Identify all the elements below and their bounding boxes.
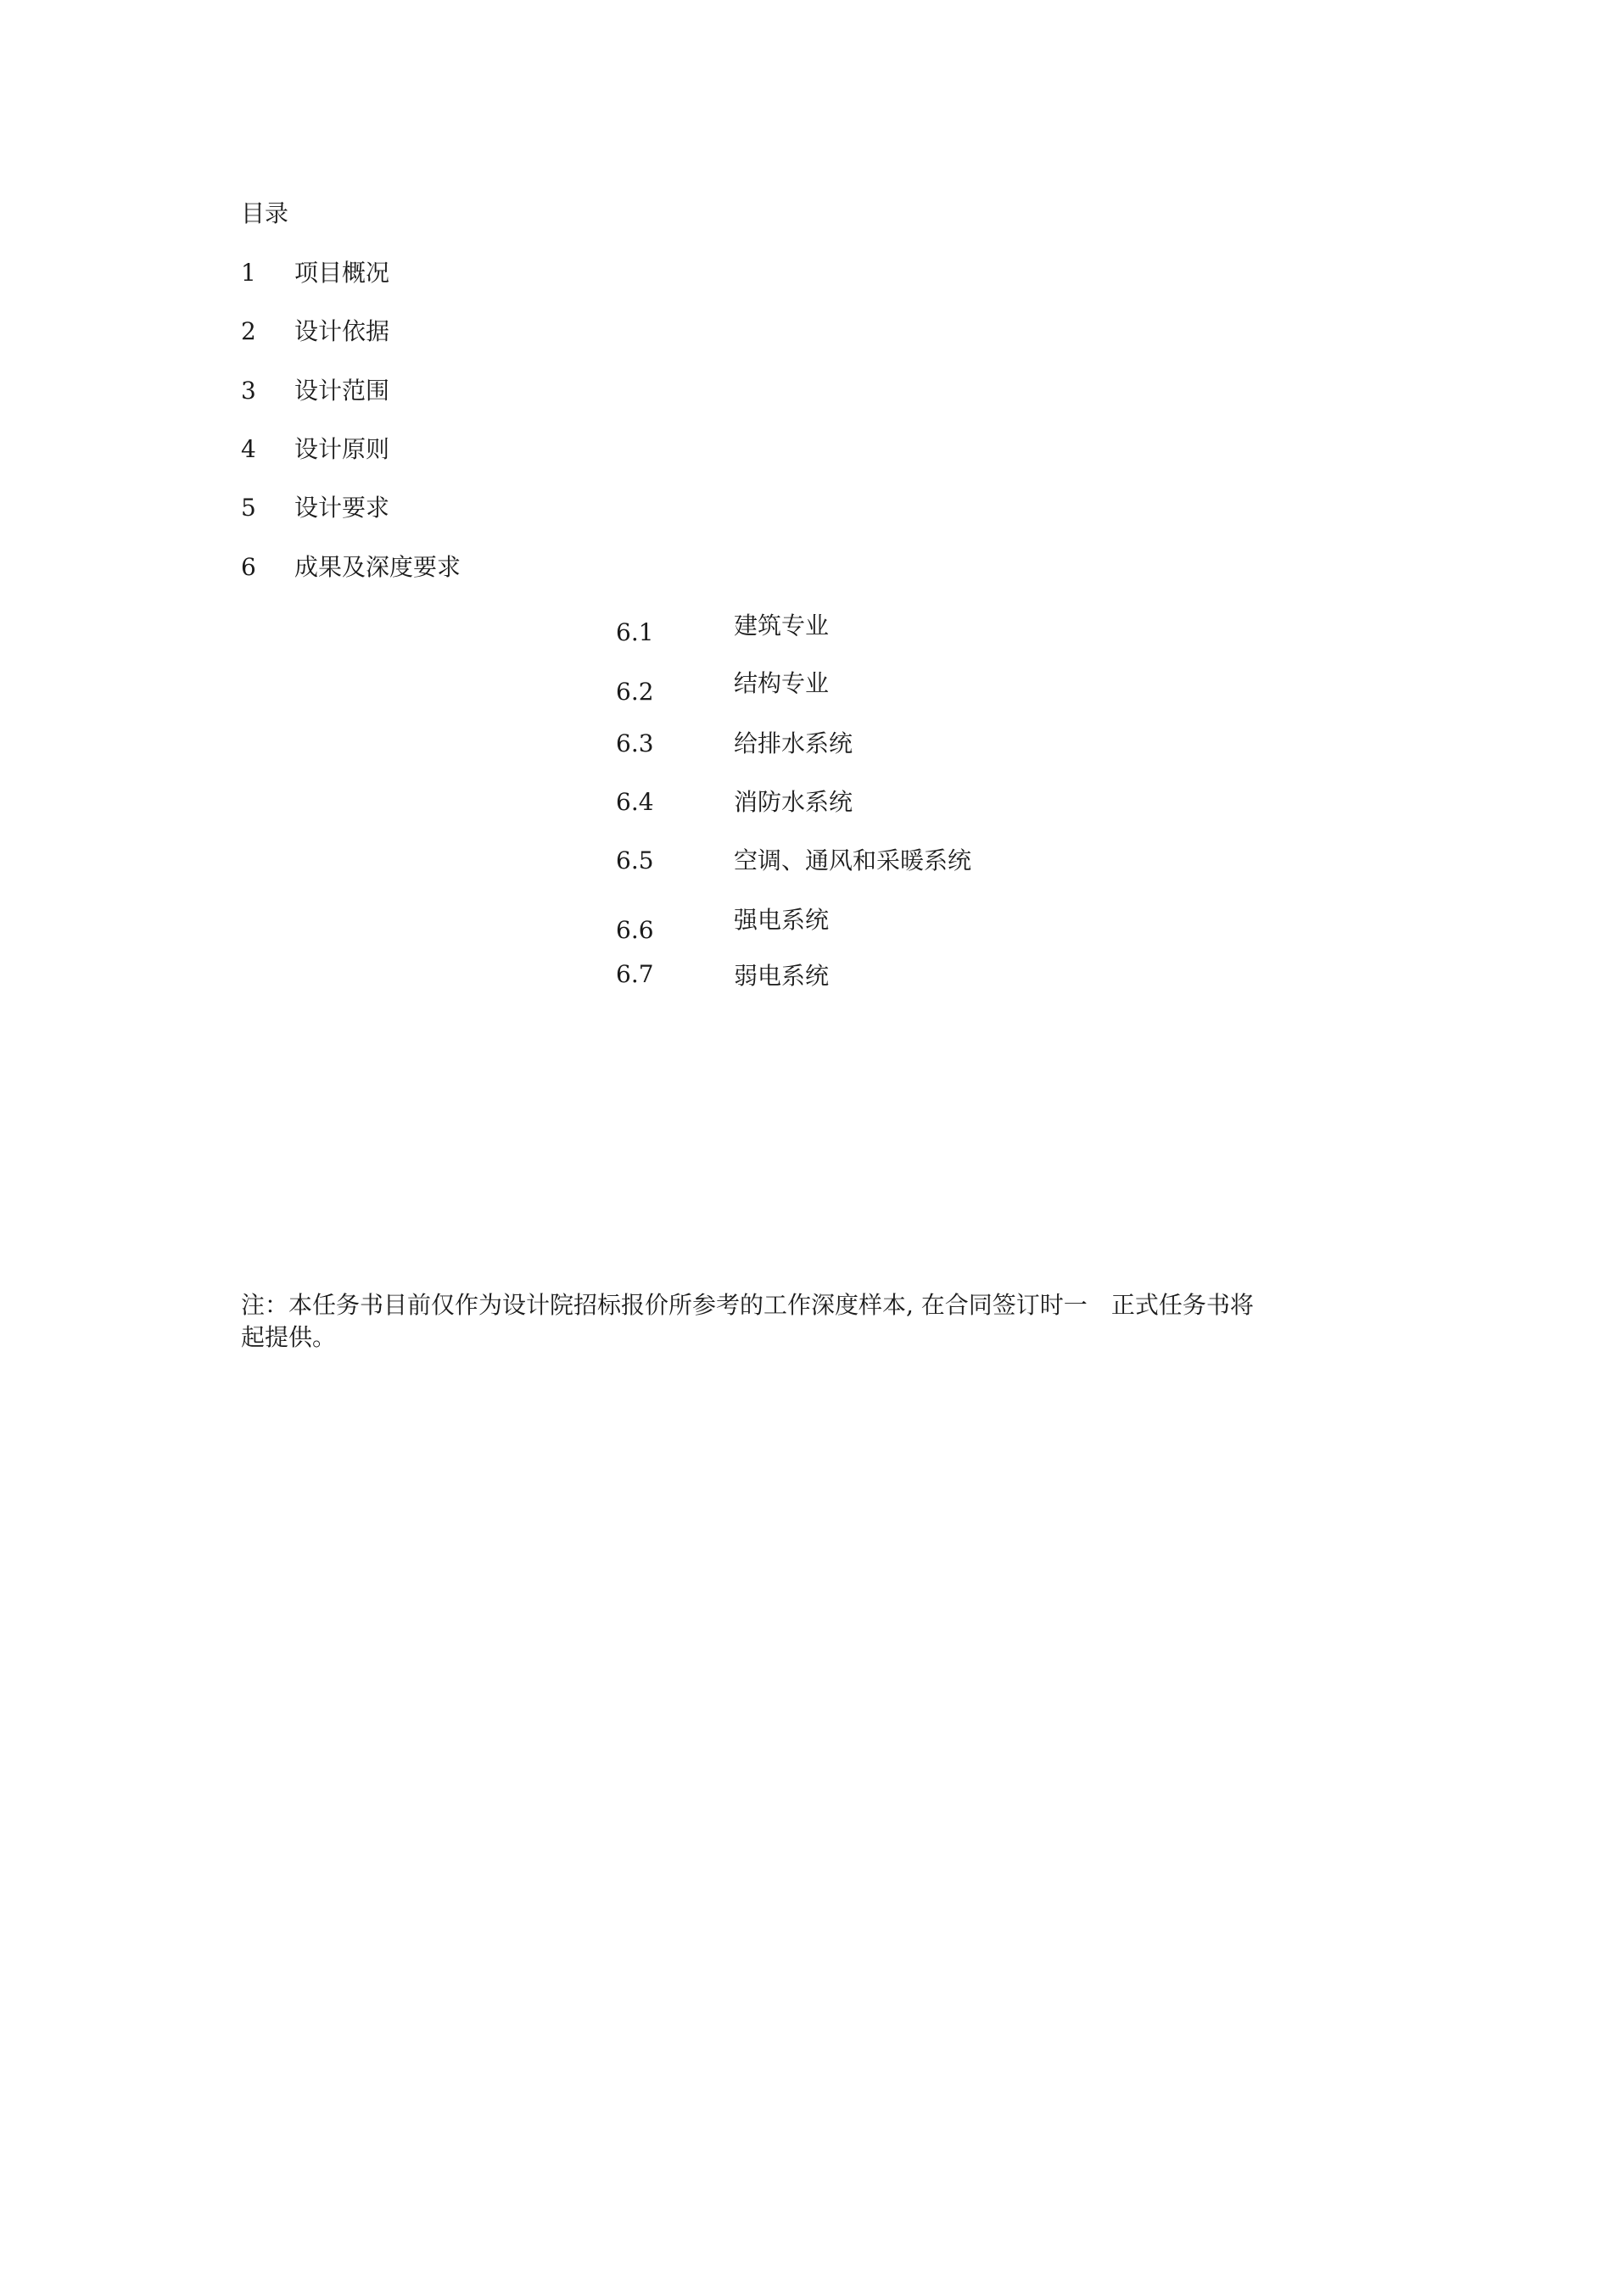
toc-subitem-label: 结构专业 — [734, 669, 830, 697]
footnote-text-a: 注：本任务书目前仅作为设计院招标报价所参考的工作深度样本, 在合同签订时一 — [241, 1291, 1088, 1319]
toc-item-number: 2 — [241, 317, 256, 345]
toc-subitem-number: 6.5 — [616, 846, 654, 874]
toc-item-number: 5 — [241, 494, 256, 522]
toc-subitem-label: 空调、通风和采暖系统 — [734, 846, 972, 874]
toc-subitem-number: 6.6 — [616, 916, 654, 944]
toc-subitem-number: 6.1 — [616, 618, 654, 646]
footnote-text-b: 正式任务书将 — [1110, 1291, 1254, 1319]
toc-subitem-label: 强电系统 — [734, 906, 830, 934]
footnote-line-2: 起提供。 — [241, 1323, 337, 1351]
footnote — [241, 1289, 1369, 1354]
toc-item-label: 设计范围 — [294, 377, 390, 405]
toc-item-number: 1 — [241, 259, 256, 287]
toc-item-label: 设计要求 — [294, 494, 390, 522]
footnote-line-1 — [241, 1289, 1369, 1321]
toc-subitem-label: 消防水系统 — [734, 788, 853, 816]
toc-subitem-label: 弱电系统 — [734, 962, 830, 990]
toc-subitem-number: 6.4 — [616, 788, 654, 816]
toc-subitem-number: 6.7 — [616, 960, 654, 988]
toc-item-number: 4 — [241, 435, 256, 463]
toc-title: 目录 — [241, 199, 289, 227]
toc-item-number: 6 — [241, 553, 256, 581]
toc-subitem-number: 6.3 — [616, 729, 654, 757]
toc-subitem-number: 6.2 — [616, 678, 654, 706]
toc-item-label: 项目概况 — [294, 259, 390, 287]
toc-subitem-label: 给排水系统 — [734, 729, 853, 757]
toc-item-number: 3 — [241, 377, 256, 405]
toc-item-label: 成果及深度要求 — [294, 553, 461, 581]
toc-subitem-label: 建筑专业 — [734, 612, 830, 640]
toc-item-label: 设计依据 — [294, 317, 390, 345]
toc-item-label: 设计原则 — [294, 435, 390, 463]
